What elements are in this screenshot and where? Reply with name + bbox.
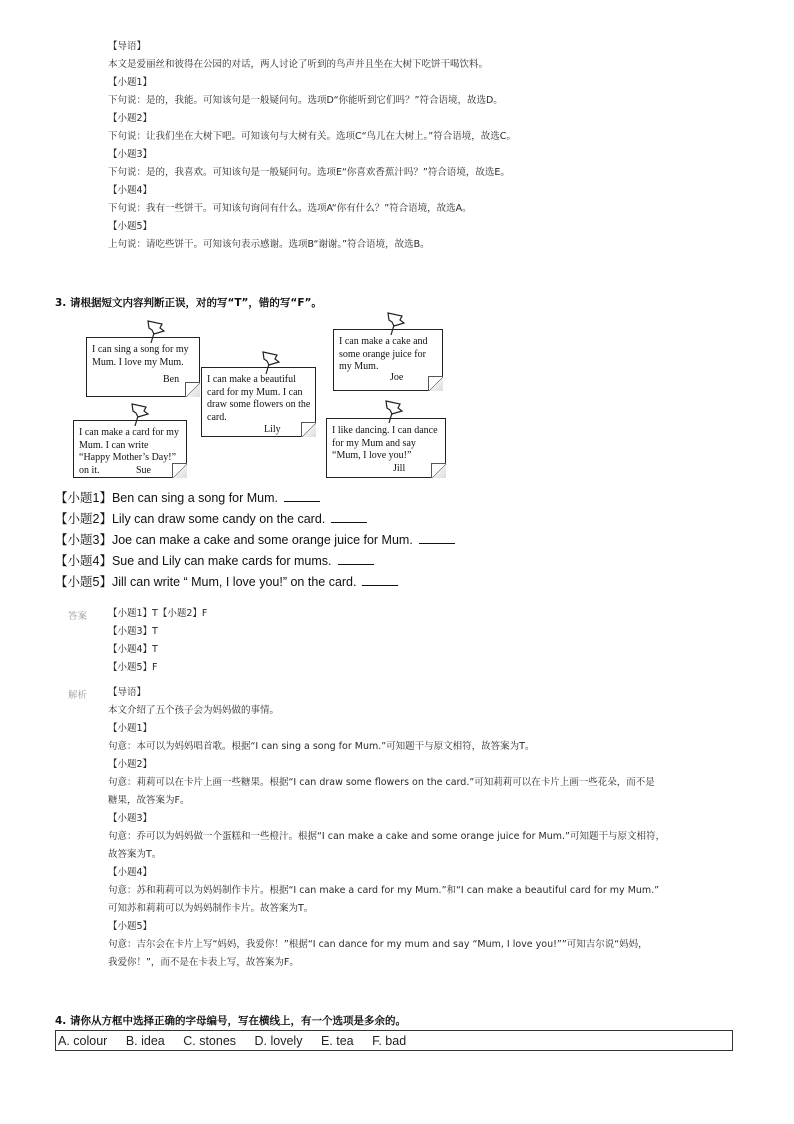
option-d: D. lovely bbox=[254, 1034, 303, 1048]
note-sue bbox=[73, 420, 187, 478]
analysis-line: 句意：本可以为妈妈唱首歌。根据“I can sing a song for Mum.”可知题干与原文相符，故答案为T。 bbox=[108, 741, 535, 752]
q2-analysis-line: 【小题1】 bbox=[108, 77, 153, 88]
pushpin-icon bbox=[255, 350, 285, 376]
note-joe-text: I can make a cake and some orange juice for my Mum. bbox=[339, 336, 428, 372]
q2-analysis-line: 下句说：是的，我喜欢。可知该句是一般疑问句。选项E“你喜欢香蕉汁吗？”符合语境，故选E。 bbox=[108, 167, 510, 178]
q2-analysis-line: 【小题4】 bbox=[108, 185, 153, 196]
analysis-label: 解析 bbox=[68, 690, 88, 701]
analysis-line: 【小题2】 bbox=[108, 759, 153, 770]
note-sue-name: Sue bbox=[136, 465, 151, 476]
analysis-line: 本文介绍了五个孩子会为妈妈做的事情。 bbox=[108, 705, 280, 716]
pushpin-icon bbox=[380, 311, 410, 337]
q2-analysis-line: 下句说：是的，我能。可知该句是一般疑问句。选项D“你能听到它们吗？”符合语境，故选D。 bbox=[108, 95, 503, 106]
note-lily-text: I can make a beautiful card for my Mum. I can draw some flowers on the card. bbox=[207, 374, 311, 423]
analysis-line: 可知苏和莉莉可以为妈妈制作卡片。故答案为T。 bbox=[108, 903, 314, 914]
note-ben-name: Ben bbox=[163, 374, 180, 385]
note-sue-text: I can make a card for my Mum. I can write “Happy Mother’s Day!” on it. bbox=[79, 427, 179, 476]
note-jill bbox=[326, 418, 446, 478]
note-lily-name: Lily bbox=[264, 424, 281, 435]
analysis-line: 故答案为T。 bbox=[108, 849, 162, 860]
note-jill-text: I like dancing. I can dance for my Mum and say “Mum, I love you!” bbox=[332, 425, 438, 461]
answer-blank[interactable] bbox=[362, 575, 398, 586]
question-3-title: 3. 请根据短文内容判断正误，对的写“T”，错的写“F”。 bbox=[55, 297, 322, 309]
analysis-line: 句意：乔可以为妈妈做一个蛋糕和一些橙汁。根据“I can make a cake and some orange juice for Mum.”可知题干与原文相符， bbox=[108, 831, 665, 842]
answer-blank[interactable] bbox=[419, 533, 455, 544]
answer-line: 【小题5】F bbox=[108, 662, 158, 673]
option-c: C. stones bbox=[183, 1034, 237, 1048]
answer-blank[interactable] bbox=[338, 554, 374, 565]
note-ben bbox=[86, 337, 200, 397]
q2-analysis-line: 【小题2】 bbox=[108, 113, 153, 124]
answer-label: 答案 bbox=[68, 611, 88, 622]
note-joe-name: Joe bbox=[390, 372, 404, 383]
option-a: A. colour bbox=[58, 1034, 108, 1048]
sub-question-5: 【小题5】Jill can write “ Mum, I love you!” on the card. bbox=[55, 572, 398, 590]
analysis-line: 【导语】 bbox=[108, 687, 147, 698]
q2-analysis-line: 本文是爱丽丝和彼得在公园的对话，两人讨论了听到的鸟声并且坐在大树下吃饼干喝饮料。 bbox=[108, 59, 489, 70]
q2-analysis-line: 上句说：请吃些饼干。可知该句表示感谢。选项B“谢谢。”符合语境，故选B。 bbox=[108, 239, 430, 250]
answer-blank[interactable] bbox=[331, 512, 367, 523]
answer-blank[interactable] bbox=[284, 491, 320, 502]
option-e: E. tea bbox=[320, 1034, 354, 1048]
note-jill-name: Jill bbox=[393, 463, 406, 474]
sub-question-3: 【小题3】Joe can make a cake and some orange juice for Mum. bbox=[55, 530, 455, 548]
analysis-line: 【小题5】 bbox=[108, 921, 153, 932]
q2-analysis-line: 下句说：我有一些饼干。可知该句询问有什么。选项A“你有什么？”符合语境，故选A。 bbox=[108, 203, 472, 214]
pushpin-icon bbox=[140, 319, 170, 345]
analysis-line: 句意：苏和莉莉可以为妈妈制作卡片。根据“I can make a card for my Mum.”和“I can make a beautiful card for my Mum.” bbox=[108, 885, 660, 896]
analysis-line: 【小题4】 bbox=[108, 867, 153, 878]
analysis-line: 【小题1】 bbox=[108, 723, 153, 734]
sub-question-1: 【小题1】Ben can sing a song for Mum. bbox=[55, 488, 320, 506]
answer-line: 【小题4】T bbox=[108, 644, 158, 655]
q2-analysis-line: 【导语】 bbox=[108, 41, 147, 52]
note-ben-text: I can sing a song for my Mum. I love my Mum. bbox=[92, 344, 189, 368]
analysis-line: 句意：莉莉可以在卡片上画一些糖果。根据“I can draw some flowers on the card.”可知莉莉可以在卡片上画一些花朵，而不是 bbox=[108, 777, 655, 788]
analysis-line: 糖果，故答案为F。 bbox=[108, 795, 190, 806]
option-b: B. idea bbox=[125, 1034, 165, 1048]
analysis-line: 【小题3】 bbox=[108, 813, 153, 824]
pushpin-icon bbox=[378, 399, 408, 425]
analysis-line: 句意：吉尔会在卡片上写“妈妈，我爱你！”根据“I can dance for my mum and say “Mum, I love you!””可知吉尔说“妈妈， bbox=[108, 939, 648, 950]
q2-analysis-line: 【小题3】 bbox=[108, 149, 153, 160]
q2-analysis-line: 【小题5】 bbox=[108, 221, 153, 232]
word-options-box bbox=[55, 1030, 733, 1051]
q2-analysis-line: 下句说：让我们坐在大树下吧。可知该句与大树有关。选项C“鸟儿在大树上。”符合语境，故选C。 bbox=[108, 131, 516, 142]
answer-line: 【小题1】T【小题2】F bbox=[108, 608, 208, 619]
answer-line: 【小题3】T bbox=[108, 626, 158, 637]
note-joe bbox=[333, 329, 443, 391]
option-f: F. bad bbox=[372, 1034, 407, 1048]
note-lily bbox=[201, 367, 316, 437]
pushpin-icon bbox=[124, 402, 154, 428]
analysis-line: 我爱你！”，而不是在卡表上写，故答案为F。 bbox=[108, 957, 299, 968]
sub-question-4: 【小题4】Sue and Lily can make cards for mums. bbox=[55, 551, 374, 569]
question-4-title: 4. 请你从方框中选择正确的字母编号，写在横线上，有一个选项是多余的。 bbox=[55, 1015, 406, 1027]
sub-question-2: 【小题2】Lily can draw some candy on the card. bbox=[55, 509, 367, 527]
